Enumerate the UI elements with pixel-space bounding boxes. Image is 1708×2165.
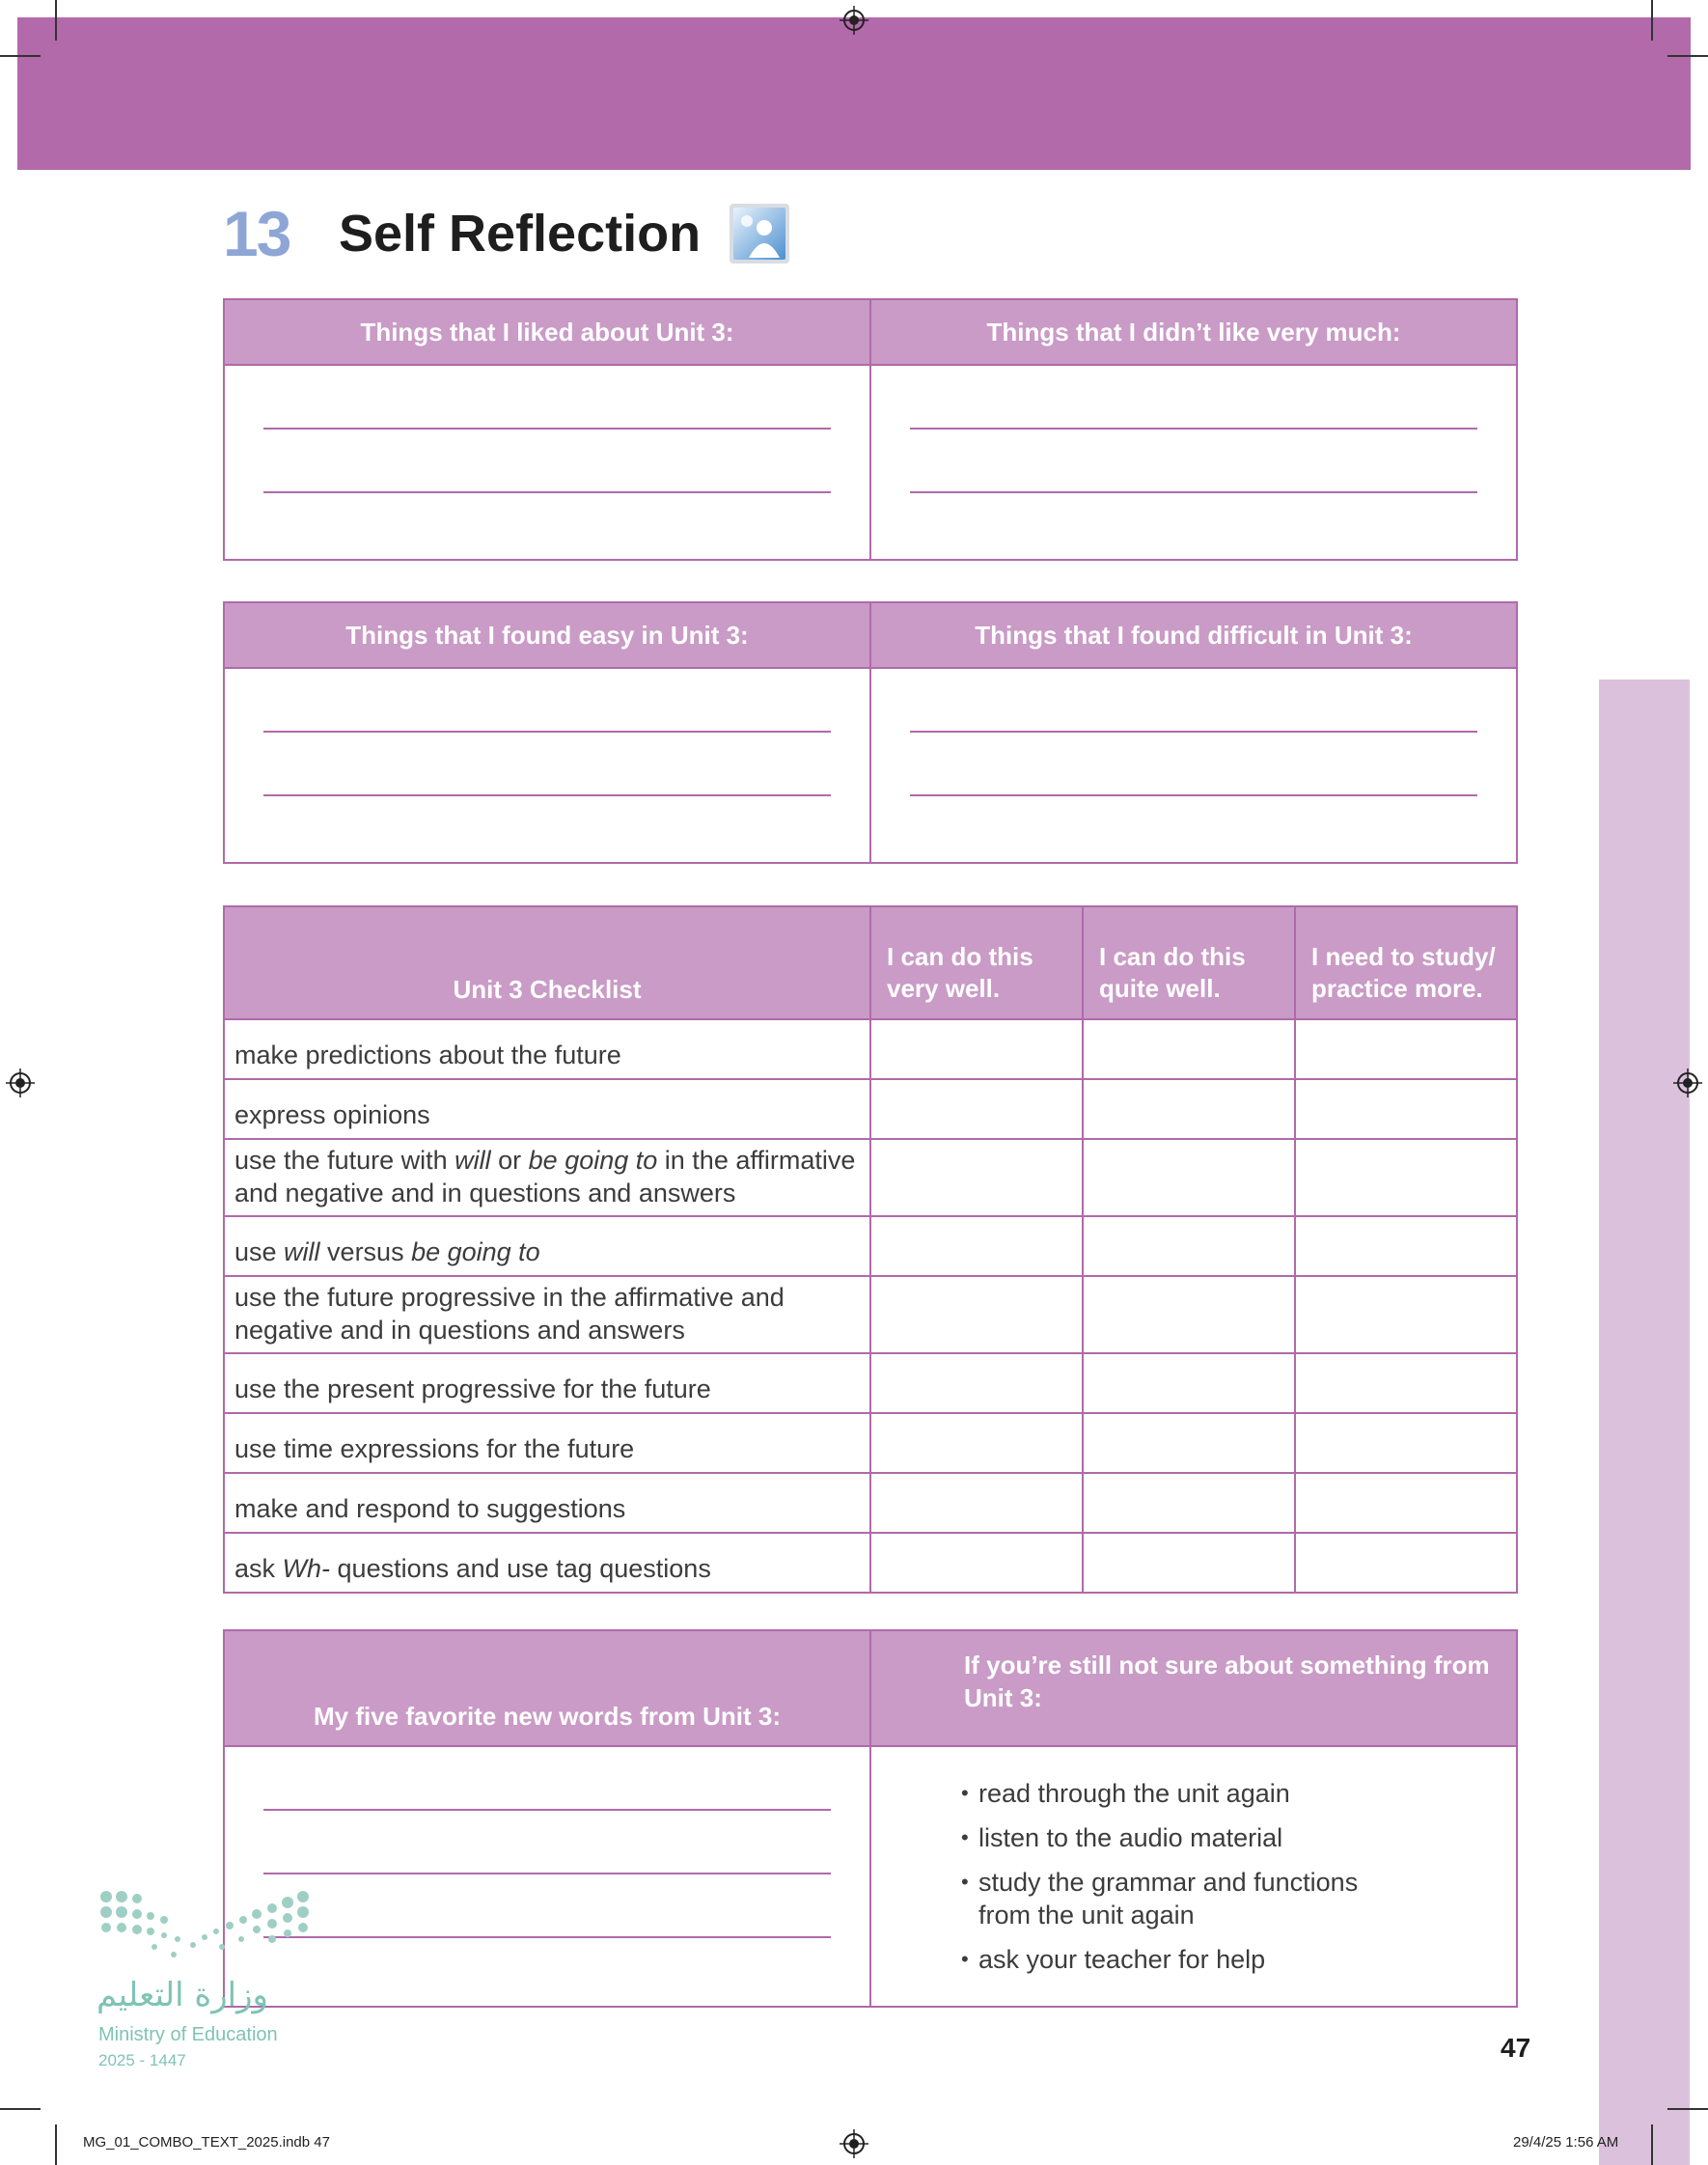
crop-mark <box>0 55 41 57</box>
unit-checklist-table <box>223 905 1518 1594</box>
checklist-row <box>224 1139 1517 1216</box>
favorite-words-writing-area[interactable] <box>224 1746 870 2007</box>
checklist-row <box>224 1533 1517 1593</box>
skill-text: make predictions about the future <box>234 1041 621 1069</box>
disliked-header: Things that I didn’t like very much: <box>870 299 1517 365</box>
checklist-skill <box>224 1353 870 1413</box>
liked-writing-area[interactable] <box>224 365 870 560</box>
skill-italic-text: Wh- <box>282 1554 331 1583</box>
top-color-band <box>17 17 1691 170</box>
checkbox-cell-quite-well[interactable] <box>1083 1079 1295 1139</box>
checkbox-cell-study-more[interactable] <box>1295 1019 1517 1079</box>
skill-italic-text: be going to <box>528 1146 658 1175</box>
writing-line <box>910 731 1477 733</box>
ministry-years: 2025 - 1447 <box>98 2051 186 2069</box>
skill-text: in the affirmative and negative and in questions and answers <box>234 1146 856 1207</box>
checkbox-cell-quite-well[interactable] <box>1083 1139 1295 1216</box>
ministry-dots-icon <box>96 1887 318 1964</box>
checklist-skill <box>224 1276 870 1353</box>
checklist-row <box>224 1353 1517 1413</box>
checklist-row <box>224 1473 1517 1533</box>
checkbox-cell-study-more[interactable] <box>1295 1353 1517 1413</box>
checkbox-cell-study-more[interactable] <box>1295 1216 1517 1276</box>
checkbox-cell-very-well[interactable] <box>870 1473 1083 1533</box>
checklist-row <box>224 1276 1517 1353</box>
writing-line <box>263 731 831 733</box>
checklist-skill <box>224 1139 870 1216</box>
writing-line <box>263 428 831 430</box>
tip-item: • study the grammar and functions from the unit again <box>961 1866 1393 1931</box>
tip-item: • listen to the audio material <box>961 1821 1515 1854</box>
writing-line <box>263 491 831 493</box>
tip-item: • read through the unit again <box>961 1777 1515 1810</box>
exercise-title: Self Reflection <box>339 205 702 263</box>
ministry-arabic-name: وزارة التعليم <box>96 1976 268 2014</box>
skill-italic-text: will <box>455 1146 491 1175</box>
checkbox-cell-quite-well[interactable] <box>1083 1019 1295 1079</box>
checkbox-cell-study-more[interactable] <box>1295 1276 1517 1353</box>
exercise-heading <box>223 195 791 272</box>
checklist-row <box>224 1079 1517 1139</box>
skill-text: or <box>490 1146 529 1175</box>
level-quite-well-header: I can do this quite well. <box>1083 906 1295 1019</box>
easy-writing-area[interactable] <box>224 668 870 863</box>
checklist-skill <box>224 1216 870 1276</box>
checklist-row <box>224 1019 1517 1079</box>
tips-list <box>872 1748 1515 1976</box>
level-study-more-header: I need to study/ practice more. <box>1295 906 1517 1019</box>
checkbox-cell-very-well[interactable] <box>870 1019 1083 1079</box>
skill-text: use the present progressive for the future <box>234 1374 711 1403</box>
skill-text: use the future with <box>234 1146 455 1175</box>
not-sure-header: If you’re still not sure about something from Unit 3: <box>870 1630 1517 1746</box>
checklist-title: Unit 3 Checklist <box>224 906 870 1019</box>
tips-cell <box>870 1746 1517 2007</box>
crop-mark <box>1651 2124 1653 2165</box>
checkbox-cell-very-well[interactable] <box>870 1139 1083 1216</box>
crop-mark <box>55 0 57 41</box>
ministry-english-name: Ministry of Education <box>98 2024 278 2045</box>
checklist-skill <box>224 1533 870 1593</box>
checkbox-cell-very-well[interactable] <box>870 1413 1083 1473</box>
checkbox-cell-study-more[interactable] <box>1295 1473 1517 1533</box>
skill-text: use <box>234 1237 285 1266</box>
checkbox-cell-very-well[interactable] <box>870 1079 1083 1139</box>
difficult-writing-area[interactable] <box>870 668 1517 863</box>
disliked-writing-area[interactable] <box>870 365 1517 560</box>
writing-line <box>263 1936 831 1938</box>
reflection-table-likes <box>223 298 1518 561</box>
checkbox-cell-very-well[interactable] <box>870 1533 1083 1593</box>
print-slug-file: MG_01_COMBO_TEXT_2025.indb 47 <box>83 2134 330 2151</box>
checkbox-cell-study-more[interactable] <box>1295 1139 1517 1216</box>
skill-text: questions and use tag questions <box>330 1554 711 1583</box>
tip-item: • ask your teacher for help <box>961 1943 1515 1976</box>
checkbox-cell-quite-well[interactable] <box>1083 1473 1295 1533</box>
writing-line <box>910 428 1477 430</box>
crop-mark <box>0 2108 41 2110</box>
crop-mark <box>1667 2108 1708 2110</box>
registration-mark-icon <box>6 1069 35 1097</box>
registration-mark-icon <box>1673 1069 1702 1097</box>
skill-text: ask <box>234 1554 283 1583</box>
difficult-header: Things that I found difficult in Unit 3: <box>870 602 1517 668</box>
skill-italic-text: will <box>284 1237 320 1266</box>
checklist-row <box>224 1216 1517 1276</box>
crop-mark <box>55 2124 57 2165</box>
skill-text: use the future progressive in the affirmative and negative and in questions and answers <box>234 1283 785 1345</box>
favorite-words-table <box>223 1629 1518 2008</box>
checkbox-cell-study-more[interactable] <box>1295 1413 1517 1473</box>
writing-line <box>263 794 831 796</box>
print-slug-date: 29/4/25 1:56 AM <box>1513 2134 1619 2151</box>
skill-text: express opinions <box>234 1100 430 1129</box>
level-very-well-header: I can do this very well. <box>870 906 1083 1019</box>
skill-text: versus <box>319 1237 412 1266</box>
self-reflection-icon <box>728 202 791 265</box>
checklist-row <box>224 1413 1517 1473</box>
liked-header: Things that I liked about Unit 3: <box>224 299 870 365</box>
writing-line <box>263 1809 831 1811</box>
skill-text: make and respond to suggestions <box>234 1494 626 1523</box>
checkbox-cell-quite-well[interactable] <box>1083 1353 1295 1413</box>
checkbox-cell-very-well[interactable] <box>870 1276 1083 1353</box>
side-color-band <box>1599 680 1690 2165</box>
exercise-number: 13 <box>223 198 290 269</box>
skill-italic-text: be going to <box>411 1237 540 1266</box>
writing-line <box>910 794 1477 796</box>
crop-mark <box>1651 0 1653 41</box>
checklist-skill <box>224 1413 870 1473</box>
checkbox-cell-study-more[interactable] <box>1295 1079 1517 1139</box>
skill-text: use time expressions for the future <box>234 1434 635 1463</box>
checkbox-cell-quite-well[interactable] <box>1083 1413 1295 1473</box>
checkbox-cell-quite-well[interactable] <box>1083 1216 1295 1276</box>
checkbox-cell-very-well[interactable] <box>870 1216 1083 1276</box>
writing-line <box>263 1873 831 1874</box>
easy-header: Things that I found easy in Unit 3: <box>224 602 870 668</box>
checklist-skill <box>224 1079 870 1139</box>
writing-line <box>910 491 1477 493</box>
checkbox-cell-quite-well[interactable] <box>1083 1533 1295 1593</box>
favorite-words-header: My five favorite new words from Unit 3: <box>224 1630 870 1746</box>
checkbox-cell-very-well[interactable] <box>870 1353 1083 1413</box>
reflection-table-difficulty <box>223 601 1518 864</box>
crop-mark <box>1667 55 1708 57</box>
page-number: 47 <box>1501 2033 1531 2063</box>
registration-mark-icon <box>840 6 868 35</box>
checklist-skill <box>224 1019 870 1079</box>
checkbox-cell-quite-well[interactable] <box>1083 1276 1295 1353</box>
checklist-skill <box>224 1473 870 1533</box>
registration-mark-icon <box>840 2129 868 2158</box>
checkbox-cell-study-more[interactable] <box>1295 1533 1517 1593</box>
